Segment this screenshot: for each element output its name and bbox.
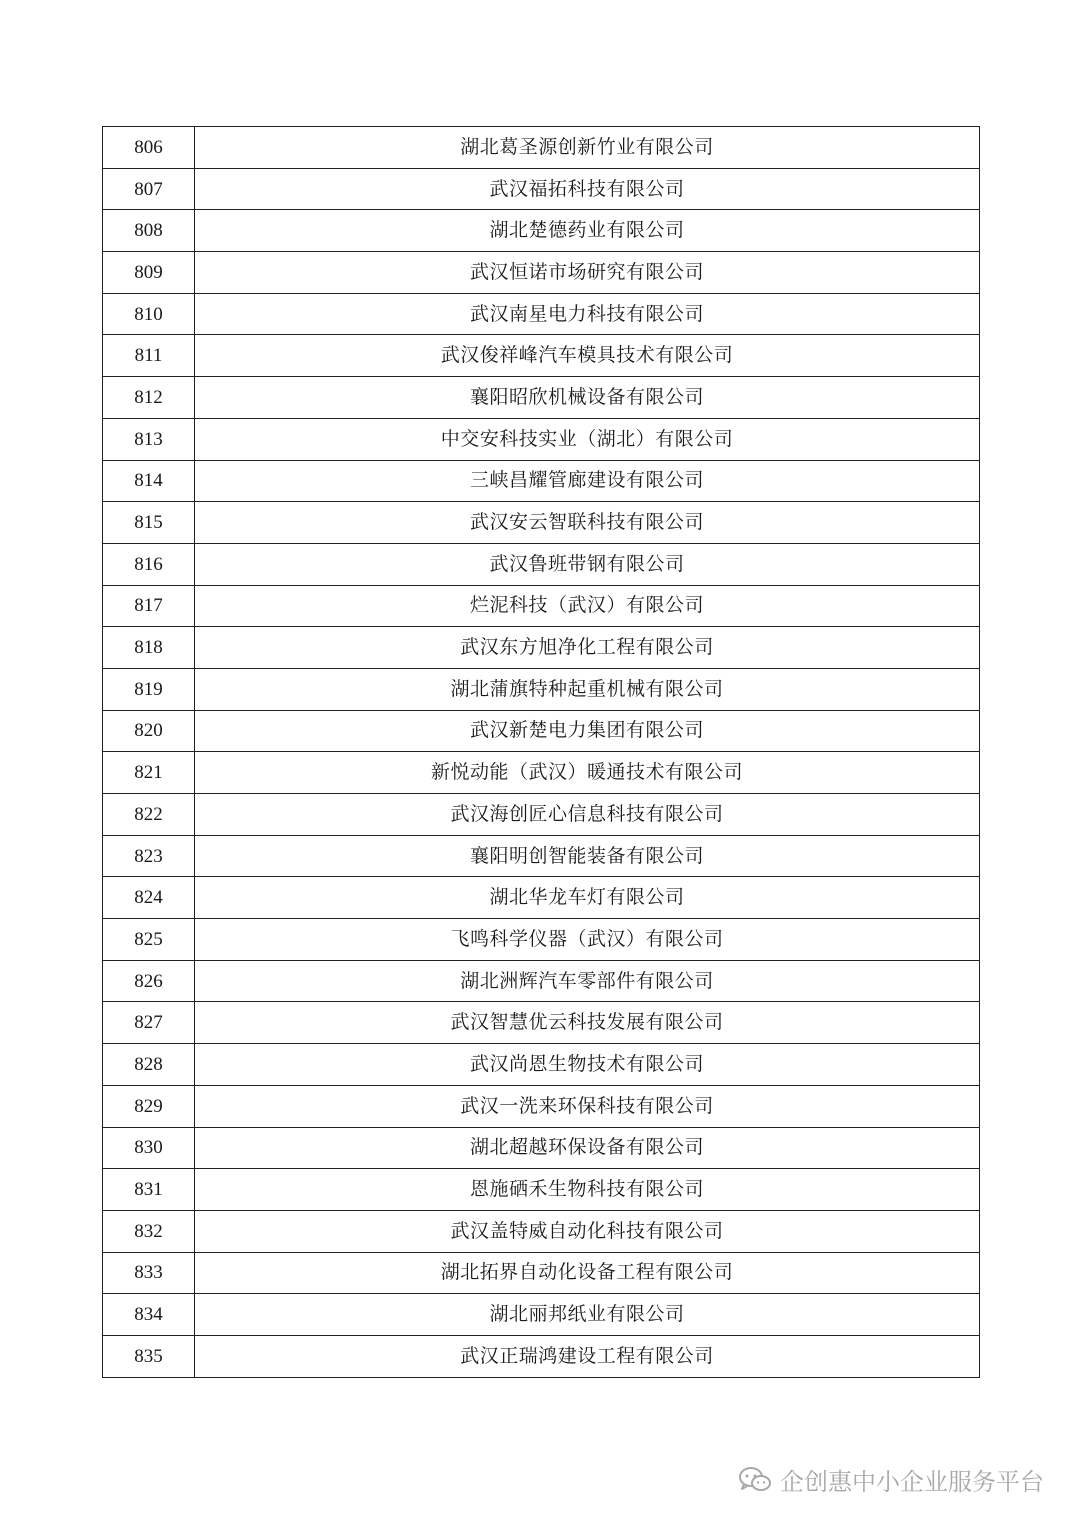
table-row [103,1127,980,1169]
row-number-cell: 814 [103,460,195,502]
table-body [103,127,980,1378]
company-name-cell: 湖北楚德药业有限公司 [195,210,980,252]
table-row [103,1002,980,1044]
company-name-cell: 武汉东方旭净化工程有限公司 [195,627,980,669]
table-row [103,960,980,1002]
table-row [103,502,980,544]
row-number-cell: 821 [103,752,195,794]
row-number-cell: 815 [103,502,195,544]
company-name-cell: 武汉海创匠心信息科技有限公司 [195,794,980,836]
company-name-cell: 三峡昌耀管廊建设有限公司 [195,460,980,502]
company-list-table-container [102,126,977,1378]
row-number-cell: 807 [103,168,195,210]
table-row [103,293,980,335]
company-name-cell: 武汉智慧优云科技发展有限公司 [195,1002,980,1044]
row-number-cell: 832 [103,1210,195,1252]
company-name-cell: 湖北超越环保设备有限公司 [195,1127,980,1169]
company-name-cell: 湖北华龙车灯有限公司 [195,877,980,919]
company-list-table [102,126,980,1378]
row-number-cell: 819 [103,668,195,710]
table-row [103,1252,980,1294]
company-name-cell: 湖北拓界自动化设备工程有限公司 [195,1252,980,1294]
company-name-cell: 武汉福拓科技有限公司 [195,168,980,210]
table-row [103,168,980,210]
company-name-cell: 湖北蒲旗特种起重机械有限公司 [195,668,980,710]
row-number-cell: 829 [103,1085,195,1127]
table-row [103,668,980,710]
table-row [103,210,980,252]
table-row [103,252,980,294]
company-name-cell: 襄阳明创智能装备有限公司 [195,835,980,877]
company-name-cell: 武汉盖特威自动化科技有限公司 [195,1210,980,1252]
company-name-cell: 武汉恒诺市场研究有限公司 [195,252,980,294]
table-row [103,127,980,169]
table-row [103,1169,980,1211]
row-number-cell: 833 [103,1252,195,1294]
company-name-cell: 武汉安云智联科技有限公司 [195,502,980,544]
company-name-cell: 新悦动能（武汉）暖通技术有限公司 [195,752,980,794]
table-row [103,543,980,585]
row-number-cell: 806 [103,127,195,169]
row-number-cell: 827 [103,1002,195,1044]
row-number-cell: 812 [103,377,195,419]
company-name-cell: 武汉南星电力科技有限公司 [195,293,980,335]
row-number-cell: 825 [103,919,195,961]
row-number-cell: 811 [103,335,195,377]
row-number-cell: 828 [103,1044,195,1086]
table-row [103,335,980,377]
company-name-cell: 湖北洲辉汽车零部件有限公司 [195,960,980,1002]
watermark-text: 企创惠中小企业服务平台 [780,1468,1044,1496]
row-number-cell: 808 [103,210,195,252]
table-row [103,460,980,502]
table-row [103,377,980,419]
table-row [103,710,980,752]
table-row [103,627,980,669]
table-row [103,1044,980,1086]
row-number-cell: 826 [103,960,195,1002]
table-row [103,1335,980,1377]
row-number-cell: 822 [103,794,195,836]
table-row [103,794,980,836]
row-number-cell: 834 [103,1294,195,1336]
company-name-cell: 飞鸣科学仪器（武汉）有限公司 [195,919,980,961]
company-name-cell: 烂泥科技（武汉）有限公司 [195,585,980,627]
table-row [103,835,980,877]
company-name-cell: 湖北丽邦纸业有限公司 [195,1294,980,1336]
table-row [103,418,980,460]
row-number-cell: 830 [103,1127,195,1169]
table-row [103,877,980,919]
row-number-cell: 831 [103,1169,195,1211]
row-number-cell: 835 [103,1335,195,1377]
table-row [103,752,980,794]
company-name-cell: 武汉尚恩生物技术有限公司 [195,1044,980,1086]
wechat-icon [738,1466,772,1494]
company-name-cell: 武汉一洗来环保科技有限公司 [195,1085,980,1127]
row-number-cell: 820 [103,710,195,752]
company-name-cell: 武汉俊祥峰汽车模具技术有限公司 [195,335,980,377]
table-row [103,1210,980,1252]
table-row [103,1294,980,1336]
company-name-cell: 湖北葛圣源创新竹业有限公司 [195,127,980,169]
company-name-cell: 武汉新楚电力集团有限公司 [195,710,980,752]
watermark [738,1462,1044,1497]
row-number-cell: 816 [103,543,195,585]
company-name-cell: 中交安科技实业（湖北）有限公司 [195,418,980,460]
row-number-cell: 810 [103,293,195,335]
row-number-cell: 818 [103,627,195,669]
table-row [103,1085,980,1127]
row-number-cell: 813 [103,418,195,460]
company-name-cell: 恩施硒禾生物科技有限公司 [195,1169,980,1211]
row-number-cell: 809 [103,252,195,294]
company-name-cell: 武汉鲁班带钢有限公司 [195,543,980,585]
row-number-cell: 817 [103,585,195,627]
row-number-cell: 823 [103,835,195,877]
table-row [103,919,980,961]
row-number-cell: 824 [103,877,195,919]
table-row [103,585,980,627]
company-name-cell: 武汉正瑞鸿建设工程有限公司 [195,1335,980,1377]
company-name-cell: 襄阳昭欣机械设备有限公司 [195,377,980,419]
